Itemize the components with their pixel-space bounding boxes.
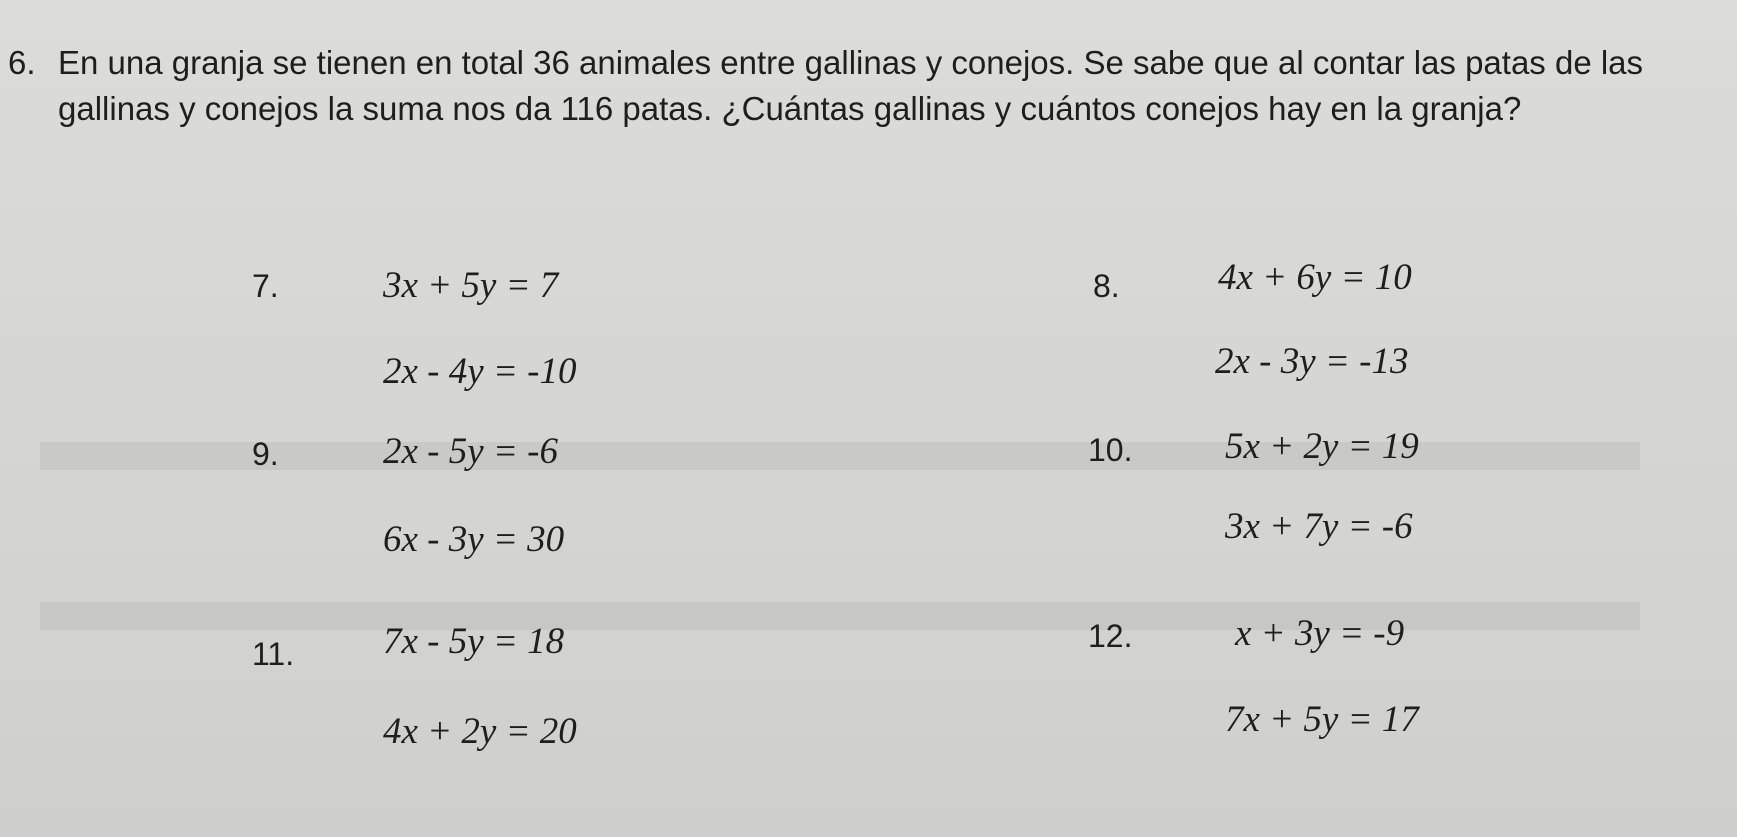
equation-1: 3x + 5y = 7 xyxy=(383,265,559,306)
exercise-number: 7. xyxy=(252,268,279,304)
equation-1: x + 3y = -9 xyxy=(1235,613,1405,654)
equation-2: 2x - 3y = -13 xyxy=(1215,341,1409,382)
problem-text: En una granja se tienen en total 36 animales entre gallinas y conejos. Se sabe que al contar las patas de las gallinas y conejos la suma nos da 116 patas. ¿Cuántas gallinas y cuántos conejos hay en la granja? xyxy=(58,44,1644,127)
exercise-number: 10. xyxy=(1088,432,1133,468)
equation-1: 7x - 5y = 18 xyxy=(383,621,565,662)
problem-number: 6. xyxy=(8,44,36,81)
equation-1: 5x + 2y = 19 xyxy=(1225,426,1419,467)
equation-2: 6x - 3y = 30 xyxy=(383,519,565,560)
equation-2: 3x + 7y = -6 xyxy=(1225,506,1413,547)
equation-1: 4x + 6y = 10 xyxy=(1218,257,1412,298)
exercise-number: 11. xyxy=(252,636,295,672)
exercise-number: 12. xyxy=(1088,618,1133,654)
equation-2: 2x - 4y = -10 xyxy=(383,351,577,392)
problem-6 xyxy=(8,40,1708,127)
equation-2: 4x + 2y = 20 xyxy=(383,711,577,752)
exercise-number: 8. xyxy=(1093,268,1120,304)
exercise-number: 9. xyxy=(252,436,279,472)
equation-1: 2x - 5y = -6 xyxy=(383,431,558,472)
equation-2: 7x + 5y = 17 xyxy=(1225,699,1419,740)
